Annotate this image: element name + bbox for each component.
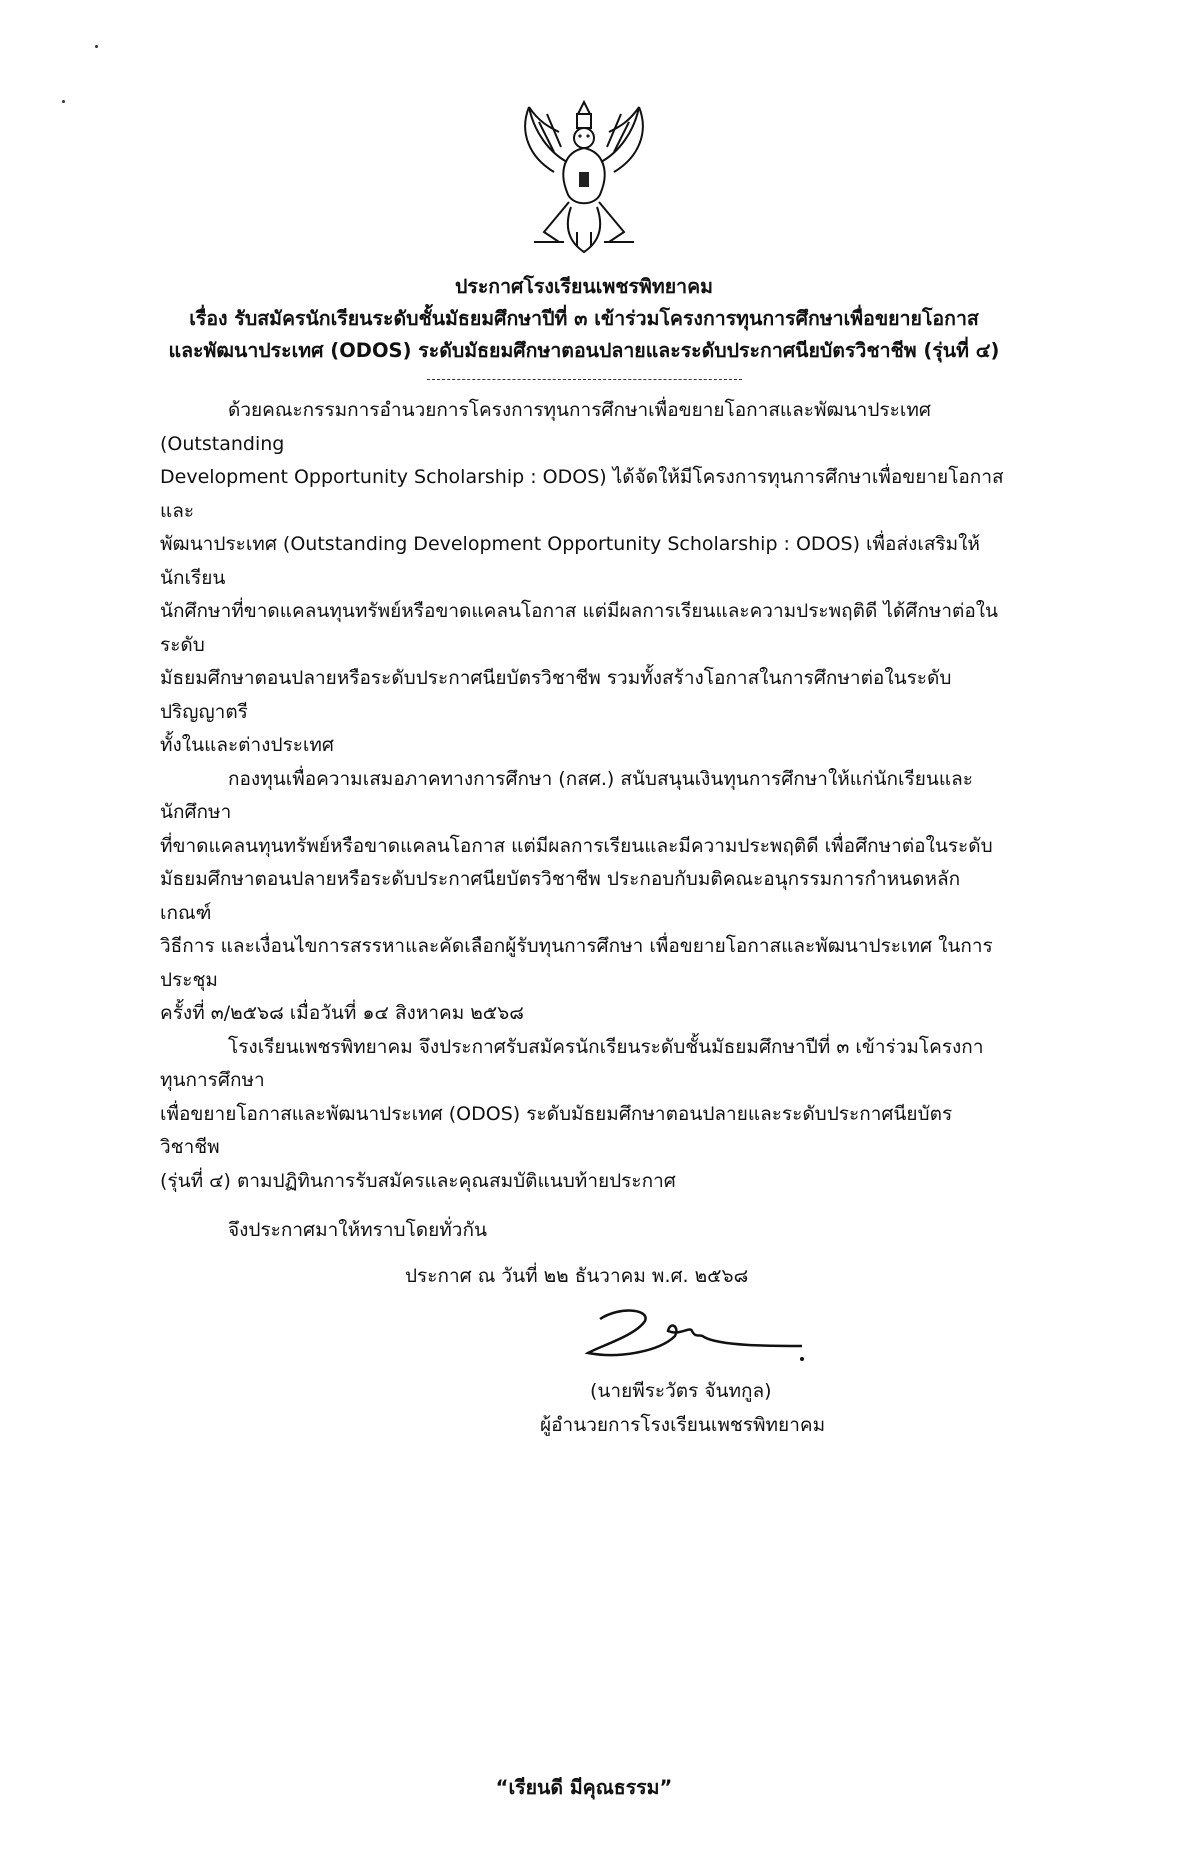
school-motto: “เรียนดี มีคุณธรรม” [495,1776,673,1799]
announcement-date: ประกาศ ณ วันที่ ๒๒ ธันวาคม พ.ศ. ๒๕๖๘ [405,1264,749,1287]
garuda-emblem-icon [509,92,659,257]
body-line: (รุ่นที่ ๔) ตามปฏิทินการรับสมัครและคุณสมบัติแนบท้ายประกาศ [160,1169,676,1192]
signatory-position: ผู้อำนวยการโรงเรียนเพชรพิทยาคม [540,1413,826,1436]
divider [427,379,742,380]
body-line: เพื่อขยายโอกาสและพัฒนาประเทศ (ODOS) ระดับมัธยมศึกษาตอนปลายและระดับประกาศนียบัตรวิชาชีพ [160,1102,953,1158]
document-title: ประกาศโรงเรียนเพชรพิทยาคม [454,275,714,298]
body-line: ด้วยคณะกรรมการอำนวยการโครงการทุนการศึกษาเพื่อขยายโอกาสและพัฒนาประเทศ (Outstanding [160,399,931,455]
body-line: มัธยมศึกษาตอนปลายหรือระดับประกาศนียบัตรวิชาชีพ รวมทั้งสร้างโอกาสในการศึกษาต่อในระดับปริญญาตรี [160,667,952,723]
signature-icon [580,1301,810,1371]
body-line: กองทุนเพื่อความเสมอภาคทางการศึกษา (กสศ.) สนับสนุนเงินทุนการศึกษาให้แก่นักเรียนและนักศึกษา [160,767,973,823]
subject-line-2: และพัฒนาประเทศ (ODOS) ระดับมัธยมศึกษาตอนปลายและระดับประกาศนียบัตรวิชาชีพ (รุ่นที่ ๔) [168,339,1000,362]
body-line: ทั้งในและต่างประเทศ [160,734,334,756]
body-line: วิธีการ และเงื่อนไขการสรรหาและคัดเลือกผู้รับทุนการศึกษา เพื่อขยายโอกาสและพัฒนาประเทศ ในการประชุม [160,935,993,991]
body-line: ที่ขาดแคลนทุนทรัพย์หรือขาดแคลนโอกาส แต่มีผลการเรียนและมีความประพฤติดี เพื่อศึกษาต่อในระดับ [160,834,993,857]
signatory-name: (นายพีระวัตร จันทกูล) [590,1380,772,1402]
closing-line: จึงประกาศมาให้ทราบโดยทั่วกัน [228,1219,487,1241]
body-line: ครั้งที่ ๓/๒๕๖๘ เมื่อวันที่ ๑๔ สิงหาคม ๒๕๖๘ [160,1002,524,1024]
body-line: Development Opportunity Scholarship : ODOS) ได้จัดให้มีโครงการทุนการศึกษาเพื่อขยายโอกาสและ [160,466,1004,522]
body-line: มัธยมศึกษาตอนปลายหรือระดับประกาศนียบัตรวิชาชีพ ประกอบกับมติคณะอนุกรรมการกำหนดหลักเกณฑ์ [160,868,961,924]
body-line: นักศึกษาที่ขาดแคลนทุนทรัพย์หรือขาดแคลนโอกาส แต่มีผลการเรียนและความประพฤติดี ได้ศึกษาต่อในระดับ [160,600,999,656]
body-line: พัฒนาประเทศ (Outstanding Development Opportunity Scholarship : ODOS) เพื่อส่งเสริมให้นักเรียน [160,533,980,589]
body-line: โรงเรียนเพชรพิทยาคม จึงประกาศรับสมัครนักเรียนระดับชั้นมัธยมศึกษาปีที่ ๓ เข้าร่วมโครงกาทุนการศึกษา [160,1035,984,1091]
subject-line-1: เรื่อง รับสมัครนักเรียนระดับชั้นมัธยมศึกษาปีที่ ๓ เข้าร่วมโครงการทุนการศึกษาเพื่อขยายโอกาส [189,307,979,330]
